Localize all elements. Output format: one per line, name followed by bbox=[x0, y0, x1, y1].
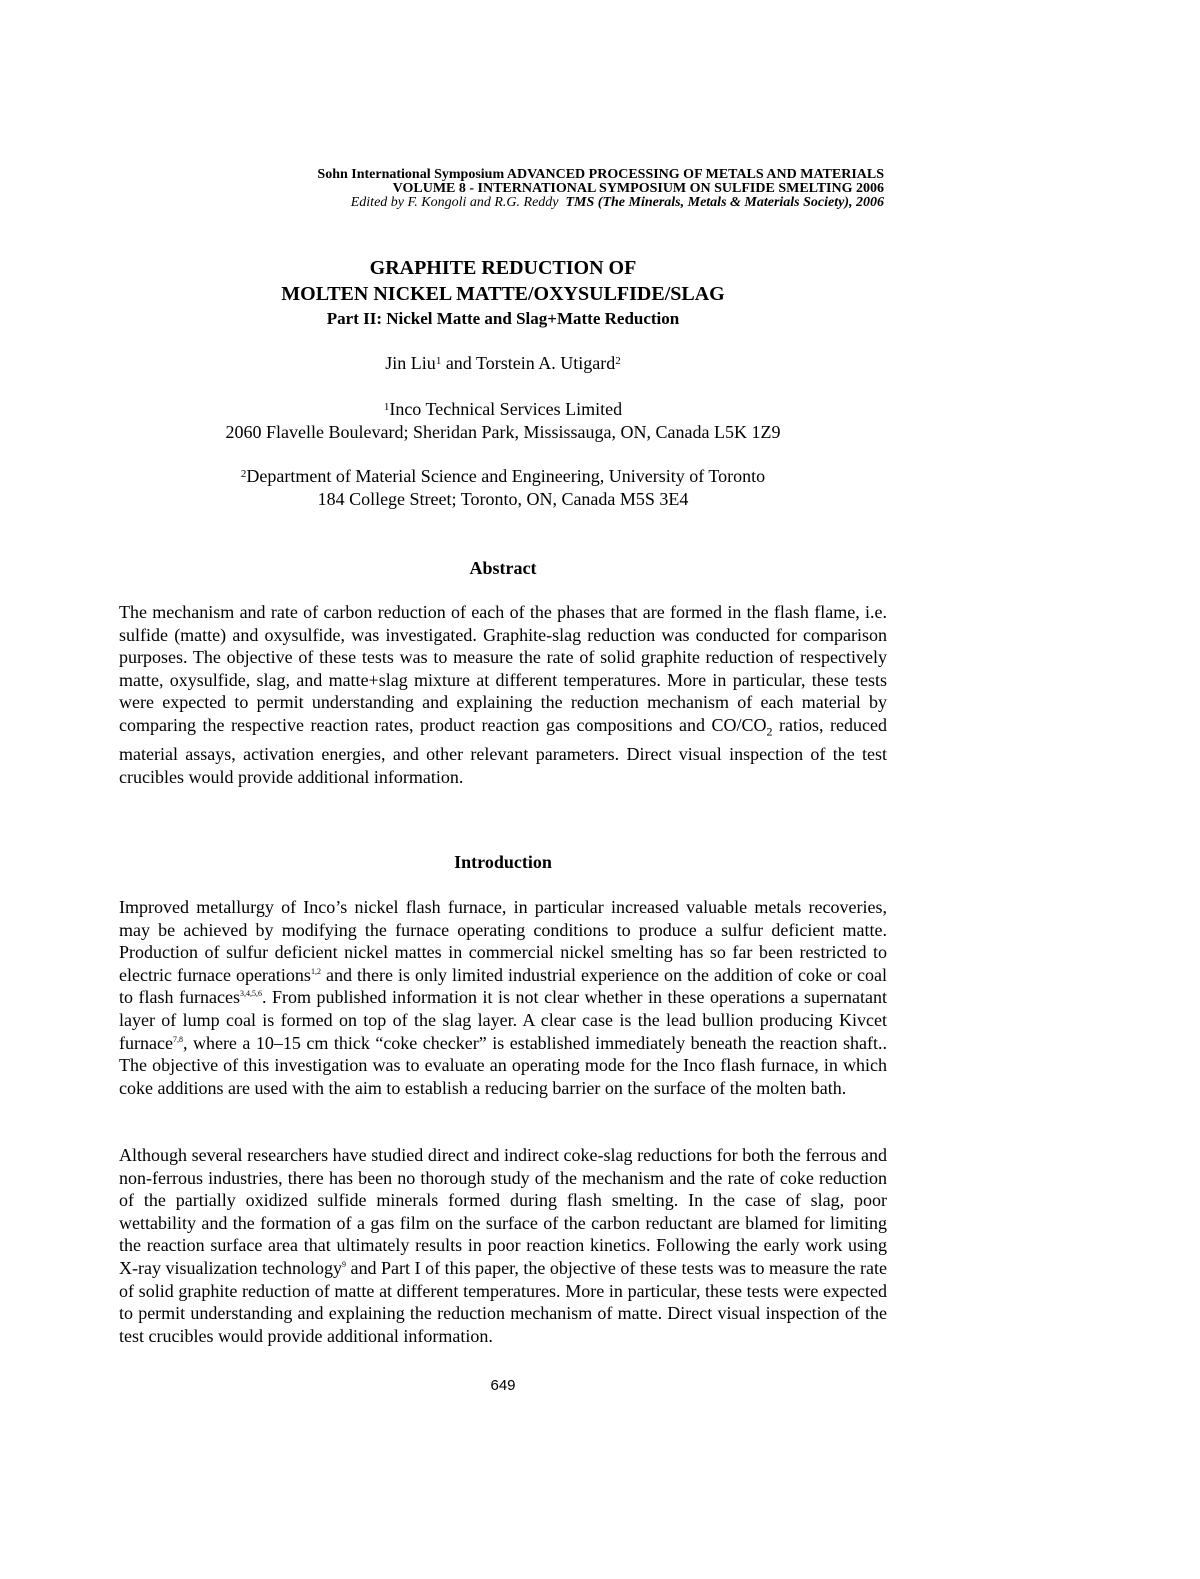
abstract-paragraph: The mechanism and rate of carbon reduction of each of the phases that are formed in the flash flame, i.e. sulfide (matte) and oxysulfide, was investigated. Graphite-slag reduction was conducted for comparison purposes. The objective of these tests was to measure the rate of solid graphite reduction of respectively matte, oxysulfide, slag, and matte+slag mixture at different temperatures. More in particular, these tests were expected to permit understanding and explaining the reduction mechanism of each material by comparing the respective reaction rates, product reaction gas compositions and $CO/CO_2$ ratios, reduced material assays, activation energies, and other relevant parameters. Direct visual inspection of the test crucibles would provide additional information. bbox=[119, 602, 888, 787]
abstract-heading: Abstract bbox=[469, 558, 537, 578]
introduction-paragraph-2: Although several researchers have studied direct and indirect coke-slag reductions for both the ferrous and non-ferrous industries, there has been no thorough study of the mechanism and the rate of coke reduction of the partially oxidized sulfide minerals formed during flash smelting. In the case of slag, poor wettability and the formation of a gas film on the surface of the carbon reductant are blamed for limiting the reaction surface area that ultimately results in poor reaction kinetics. Following the early work using X-ray visualization technology$^9$ and Part I of this paper, the objective of these tests was to measure the rate of solid graphite reduction of matte at different temperatures. More in particular, these tests were expected to permit understanding and explaining the reduction mechanism of matte. Direct visual inspection of the test crucibles would provide additional information. bbox=[119, 1145, 888, 1346]
paper-title-line-1: GRAPHITE REDUCTION OF bbox=[369, 257, 637, 279]
citation-ref: 3,4,5,6 bbox=[239, 989, 262, 999]
proceedings-header-line-1: Sohn International Symposium ADVANCED PROCESSING OF METALS AND MATERIALS bbox=[317, 167, 884, 182]
introduction-paragraph-1: Improved metallurgy of Inco’s nickel flash furnace, in particular increased valuable metals recoveries, may be achieved by modifying the furnace operating conditions to produce a sulfur deficient matte. Production of sulfur deficient nickel mattes in commercial nickel smelting has so far been restricted to electric furnace operations$^{1,2}$ and there is only limited industrial experience on the addition of coke or coal to flash furnaces$^{3,4,5,6}$. From published information it is not clear whether in these operations a supernatant layer of lump coal is formed on top of the slag layer. A clear case is the lead bullion producing Kivcet furnace$^{7,8}$, where a 10–15 cm thick “coke checker” is established immediately beneath the reaction shaft.. The objective of this investigation was to evaluate an operating mode for the Inco flash furnace, in which coke additions are used with the aim to establish a reducing barrier on the surface of the molten bath. bbox=[119, 897, 888, 1098]
affiliation-1-address: 2060 Flavelle Boulevard; Sheridan Park, Mississauga, ON, Canada L5K 1Z9 bbox=[225, 422, 781, 442]
author-1: Jin Liu bbox=[385, 353, 436, 373]
author-2-affiliation-mark: 2 bbox=[615, 355, 621, 367]
affiliation-2-name: $^2$Department of Material Science and Engineering, University of Toronto bbox=[240, 466, 766, 486]
author-2: Torstein A. Utigard bbox=[475, 353, 616, 373]
citation-ref: 1,2 bbox=[310, 966, 321, 976]
proceedings-header-line-3 bbox=[180, 196, 884, 210]
author-1-affiliation-mark: 1 bbox=[435, 355, 442, 367]
paper-title-line-2: MOLTEN NICKEL MATTE/OXYSULFIDE/SLAG bbox=[281, 283, 725, 305]
paper-subtitle: Part II: Nickel Matte and Slag+Matte Reduction bbox=[326, 309, 680, 328]
citation-ref: 9 bbox=[342, 1259, 346, 1269]
page-number: 649 bbox=[490, 1377, 516, 1394]
editors-credit: Edited by F. Kongoli and R.G. Reddy bbox=[350, 195, 559, 210]
affiliation-1-name: $^1$Inco Technical Services Limited bbox=[383, 399, 623, 419]
introduction-heading: Introduction bbox=[454, 852, 552, 872]
proceedings-header-line-2: VOLUME 8 - INTERNATIONAL SYMPOSIUM ON SULFIDE SMELTING 2006 bbox=[392, 181, 884, 196]
citation-ref: 7,8 bbox=[172, 1034, 183, 1044]
affiliation-2-address: 184 College Street; Toronto, ON, Canada M5S 3E4 bbox=[317, 489, 689, 509]
publisher-credit: TMS (The Minerals, Metals & Materials Society), 2006 bbox=[565, 195, 884, 210]
author-list: Jin Liu$^1$ and Torstein A. Utigard$^2$ bbox=[385, 353, 621, 373]
